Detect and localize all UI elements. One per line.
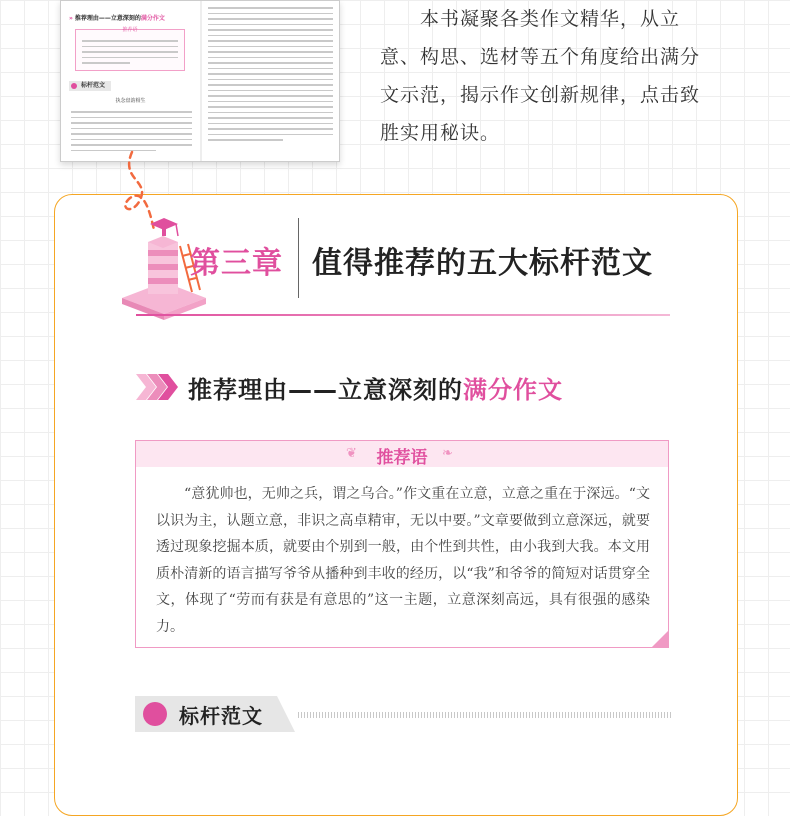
recommendation-box bbox=[135, 440, 669, 648]
leaf-left-icon: ❦ bbox=[346, 446, 357, 461]
dotted-rule bbox=[298, 712, 672, 718]
chapter-divider bbox=[298, 218, 299, 298]
intro-line: 本书凝聚各类作文精华，从立 bbox=[420, 8, 681, 30]
chapter-number: 第三章 bbox=[190, 246, 283, 281]
leaf-right-icon: ❧ bbox=[442, 446, 453, 461]
intro-line: 意、构思、选材等五个角度给出满分 bbox=[380, 46, 701, 68]
recommendation-text: “意犹帅也，无帅之兵，谓之乌合。”作文重在立意，立意之重在于深远。“文以识为主，认题立意，非识之高卓精审，无以中要。”文章要做到立意深远，就要透过现象挖掘本质，就要由个别到一般，由个性到共性，由小我到大我。本文用质朴清新的语言描写爷爷从播种到丰收的经历，以“我”和爷爷的简短对话贯穿全文，体现了“劳而有获是有意思的”这一主题，立意深刻高远，具有很强的感染力。 bbox=[156, 486, 650, 635]
recommendation-header bbox=[136, 441, 668, 467]
chapter-rule bbox=[136, 314, 670, 316]
intro-line: 胜实用秘诀。 bbox=[380, 122, 501, 144]
book-preview-image bbox=[60, 0, 340, 162]
benchmark-label-text: 标杆范文 bbox=[179, 704, 263, 728]
recommendation-label: 推荐语 bbox=[376, 448, 428, 468]
preview-box-title: 推荐语 bbox=[122, 27, 138, 33]
intro-paragraph bbox=[380, 0, 720, 152]
chevron-arrows-icon bbox=[136, 374, 178, 400]
preview-header: » 推荐理由——立意深刻的满分作文 bbox=[69, 15, 165, 22]
reason-highlight: 满分作文 bbox=[463, 376, 563, 404]
benchmark-essay-label bbox=[135, 696, 295, 732]
badge-icon bbox=[143, 702, 167, 726]
book-left-page bbox=[61, 1, 200, 161]
folded-corner-decoration bbox=[651, 630, 669, 648]
chapter-title: 值得推荐的五大标杆范文 bbox=[312, 246, 653, 281]
preview-essay-title: 执念盘韵相生 bbox=[115, 98, 146, 104]
book-right-page bbox=[202, 1, 339, 161]
recommend-reason-heading: 推荐理由——立意深刻的满分作文 bbox=[188, 376, 563, 404]
preview-section-label: 标杆范文 bbox=[69, 81, 111, 91]
preview-recommend-box bbox=[75, 29, 185, 71]
intro-line: 文示范，揭示作文创新规律，点击致 bbox=[380, 84, 701, 106]
